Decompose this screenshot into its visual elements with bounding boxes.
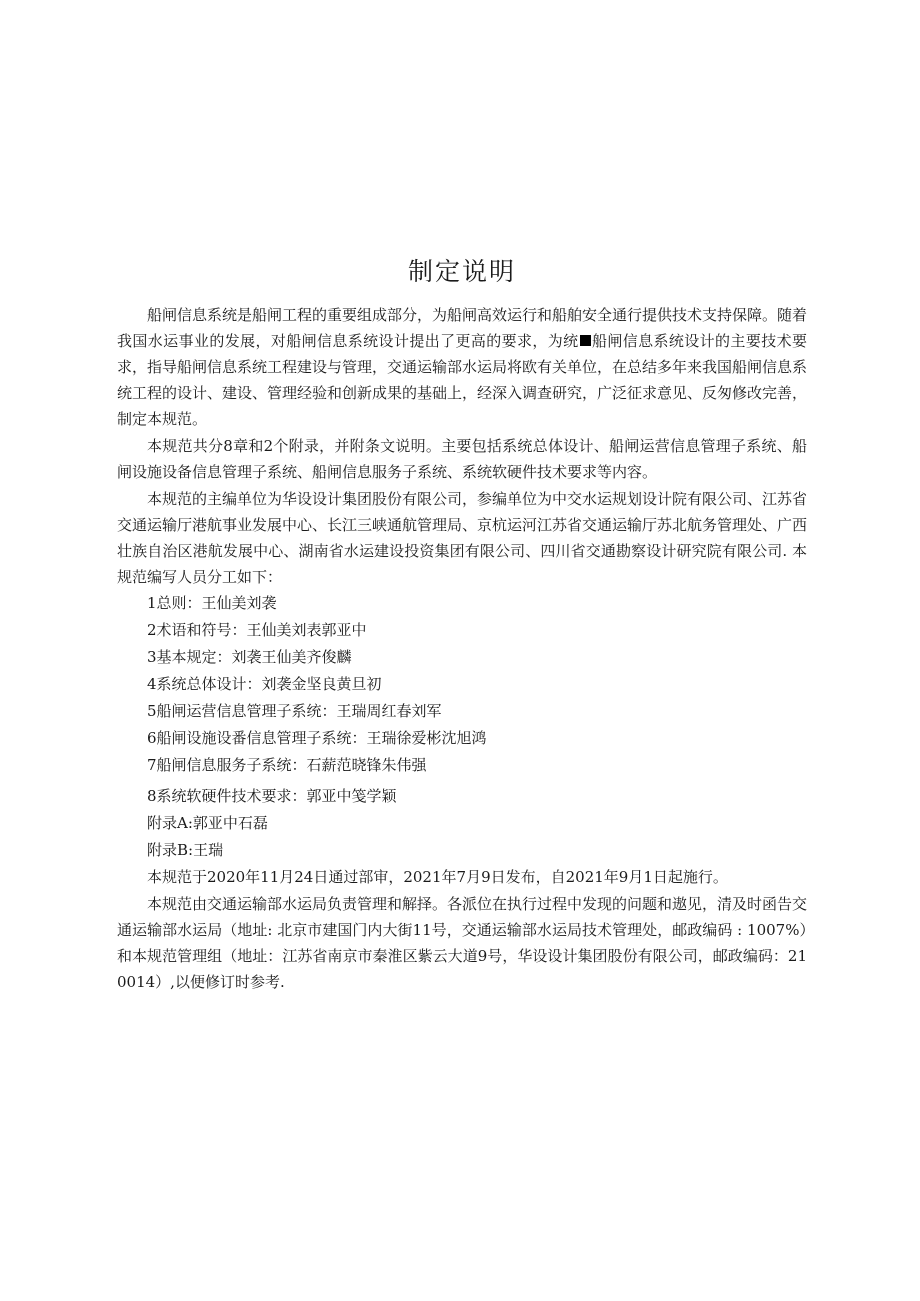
list-item: 7船闸信息服务子系统：石薪范晓锋朱伟强 xyxy=(147,756,427,774)
document-title: 制定说明 xyxy=(407,257,516,286)
list-item: 5船闸运营信息管理子系统：王瑞周红春刘军 xyxy=(147,702,442,720)
list-item: 8系统软硬件技术要求：郭亚中笺学颖 xyxy=(147,787,397,805)
paragraph-dates: 本规范于2020年11月24日通过部审，2021年7月9日发布，自2021年9月1日起施行。 xyxy=(147,868,728,886)
list-item: 2术语和符号：王仙美刘表郭亚中 xyxy=(147,621,367,639)
document-page xyxy=(117,252,807,995)
black-square-mark xyxy=(580,335,591,346)
list-item: 3基本规定：刘袭王仙美齐俊麟 xyxy=(147,648,352,666)
assignment-list xyxy=(117,590,807,864)
list-item: 4系统总体设计：刘袭金坚良黄旦初 xyxy=(147,675,382,693)
paragraph-intro xyxy=(117,302,807,432)
list-item: 6船闸设施设番信息管理子系统：王瑞徐爱彬沈旭鸿 xyxy=(147,729,487,747)
paragraph-structure: 本规范共分8章和2个附录，并附条文说明。主要包括系统总体设计、船闸运营信息管理子系统、船闸设施设备信息管理子系统、船闸信息服务子系统、系统软硬件技术要求等内容。 xyxy=(117,437,807,481)
paragraph-contact: 本规范由交通运输部水运局负责管理和解择。各派位在执行过程中发现的问题和遨见，清及时函告交通运输部水运局（地址: 北京市建国门内大街11号，交通运输部水运局技术管理处，邮政编码 : 1007%）和本规范管理组（地址：江苏省南京市秦淮区紫云大道9号，华设设计集团股份有限公司，邮政编码：210014）,以便修订时参考. xyxy=(117,895,808,991)
paragraph-intro-part1: 船闸信息系统是船闸工程的重要组成部分，为船闸高效运行和船舶安全通行提供技术支持保障。随着我国水运事业的发展，对船闸信息系统设计提出了更高的要求，为统 xyxy=(117,306,808,350)
list-item: 附录A:郭亚中石磊 xyxy=(147,814,268,832)
paragraph-units: 本规范的主编单位为华设设计集团股份有限公司，参编单位为中交水运规划设计院有限公司、江苏省交通运输厅港航事业发展中心、长江三峡通航管理局、京杭运河江苏省交通运输厅苏北航务管理处、广西壮族自治区港航发展中心、湖南省水运建设投资集团有限公司、四川省交通勘察设计研究院有限公司. 本规范编写人员分工如下： xyxy=(117,490,808,586)
list-item: 附录B:王瑞 xyxy=(147,841,224,859)
list-item: 1总则：王仙美刘袭 xyxy=(147,594,277,612)
paragraph-intro-part2: 船闸信息系统设计的主要技术要求，指导船闸信息系统工程建设与管理，交通运输部水运局将欧有关单位，在总结多年来我国船闸信息系统工程的设计、建设、管理经验和创新成果的基础上，经深入调查研究，广泛征求意见、反匆修改完善，制定本规范。 xyxy=(117,332,808,428)
